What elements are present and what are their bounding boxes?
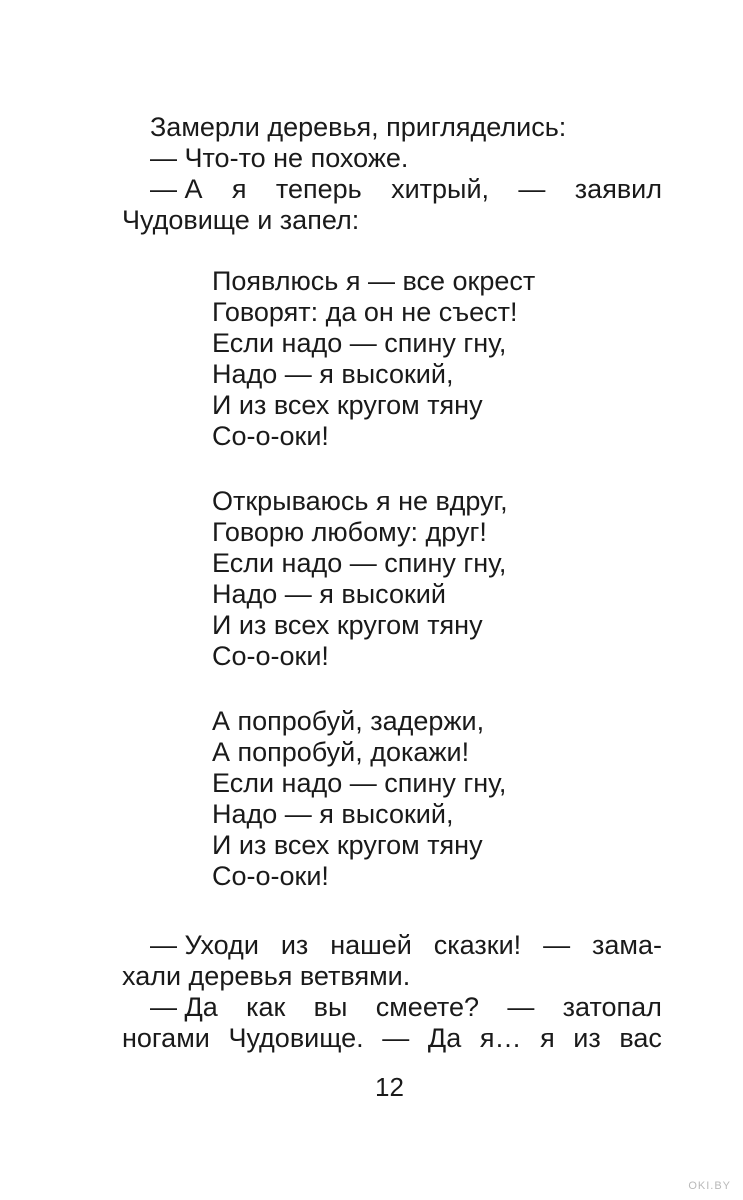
outro-justified-line bbox=[122, 992, 662, 1023]
verse-line: Если надо — спину гну, bbox=[212, 328, 507, 358]
word: нашей bbox=[330, 930, 412, 960]
word: я bbox=[540, 1023, 555, 1053]
intro-line: Замерли деревья, пригляделись: bbox=[150, 112, 567, 142]
intro-paragraphs bbox=[122, 112, 662, 236]
word: зама- bbox=[592, 930, 662, 960]
intro-line: — Что-то не похоже. bbox=[150, 143, 409, 173]
outro-justified-line bbox=[122, 1023, 662, 1054]
word: вас bbox=[619, 1023, 662, 1053]
verse-line: Говорят: да он не съест! bbox=[212, 297, 518, 327]
outro-line: хали деревья ветвями. bbox=[122, 961, 411, 991]
verse-line: Надо — я высокий bbox=[212, 579, 446, 609]
word: ногами bbox=[122, 1023, 210, 1053]
verse-line: Открываюсь я не вдруг, bbox=[212, 486, 508, 516]
verse-line: Если надо — спину гну, bbox=[212, 768, 507, 798]
word: — bbox=[518, 174, 546, 204]
verse-line: Со-о-оки! bbox=[212, 421, 329, 451]
verse-line: Со-о-оки! bbox=[212, 641, 329, 671]
word: из bbox=[280, 930, 309, 960]
word: — bbox=[543, 930, 571, 960]
word: — А bbox=[150, 174, 203, 204]
word: Да bbox=[427, 1023, 462, 1053]
word: — bbox=[382, 1023, 410, 1053]
word: заявил bbox=[574, 174, 662, 204]
word: — Да bbox=[150, 992, 218, 1022]
verse-line: Если надо — спину гну, bbox=[212, 548, 507, 578]
outro-paragraphs bbox=[122, 930, 662, 1054]
word: смеете? bbox=[375, 992, 480, 1022]
intro-justified-line bbox=[122, 174, 662, 205]
verse-line: Говорю любому: друг! bbox=[212, 517, 487, 547]
word: хитрый, bbox=[391, 174, 490, 204]
verse-line: А попробуй, задержи, bbox=[212, 706, 485, 736]
word: затопал bbox=[562, 992, 662, 1022]
verse-line: Со-о-оки! bbox=[212, 861, 329, 891]
outro-justified-line bbox=[122, 930, 662, 961]
word: сказки! bbox=[433, 930, 522, 960]
word: я… bbox=[479, 1023, 522, 1053]
verse-line: Надо — я высокий, bbox=[212, 799, 454, 829]
word: из bbox=[573, 1023, 601, 1053]
word: — bbox=[507, 992, 535, 1022]
song-stanza-2 bbox=[212, 486, 632, 672]
word: Чудовище. bbox=[228, 1023, 364, 1053]
word: вы bbox=[313, 992, 348, 1022]
song-stanza-1 bbox=[212, 266, 632, 452]
verse-line: А попробуй, докажи! bbox=[212, 737, 470, 767]
verse-line: И из всех кругом тяну bbox=[212, 830, 483, 860]
verse-line: И из всех кругом тяну bbox=[212, 390, 483, 420]
song-stanza-3 bbox=[212, 706, 632, 892]
word: — Уходи bbox=[150, 930, 259, 960]
verse-line: Появлюсь я — все окрест bbox=[212, 266, 536, 296]
verse-line: И из всех кругом тяну bbox=[212, 610, 483, 640]
watermark: OKI.BY bbox=[688, 1180, 731, 1192]
verse-line: Надо — я высокий, bbox=[212, 359, 454, 389]
page-number: 12 bbox=[375, 1072, 404, 1102]
word: как bbox=[246, 992, 286, 1022]
intro-line: Чудовище и запел: bbox=[122, 205, 360, 235]
word: я bbox=[231, 174, 247, 204]
word: теперь bbox=[275, 174, 362, 204]
